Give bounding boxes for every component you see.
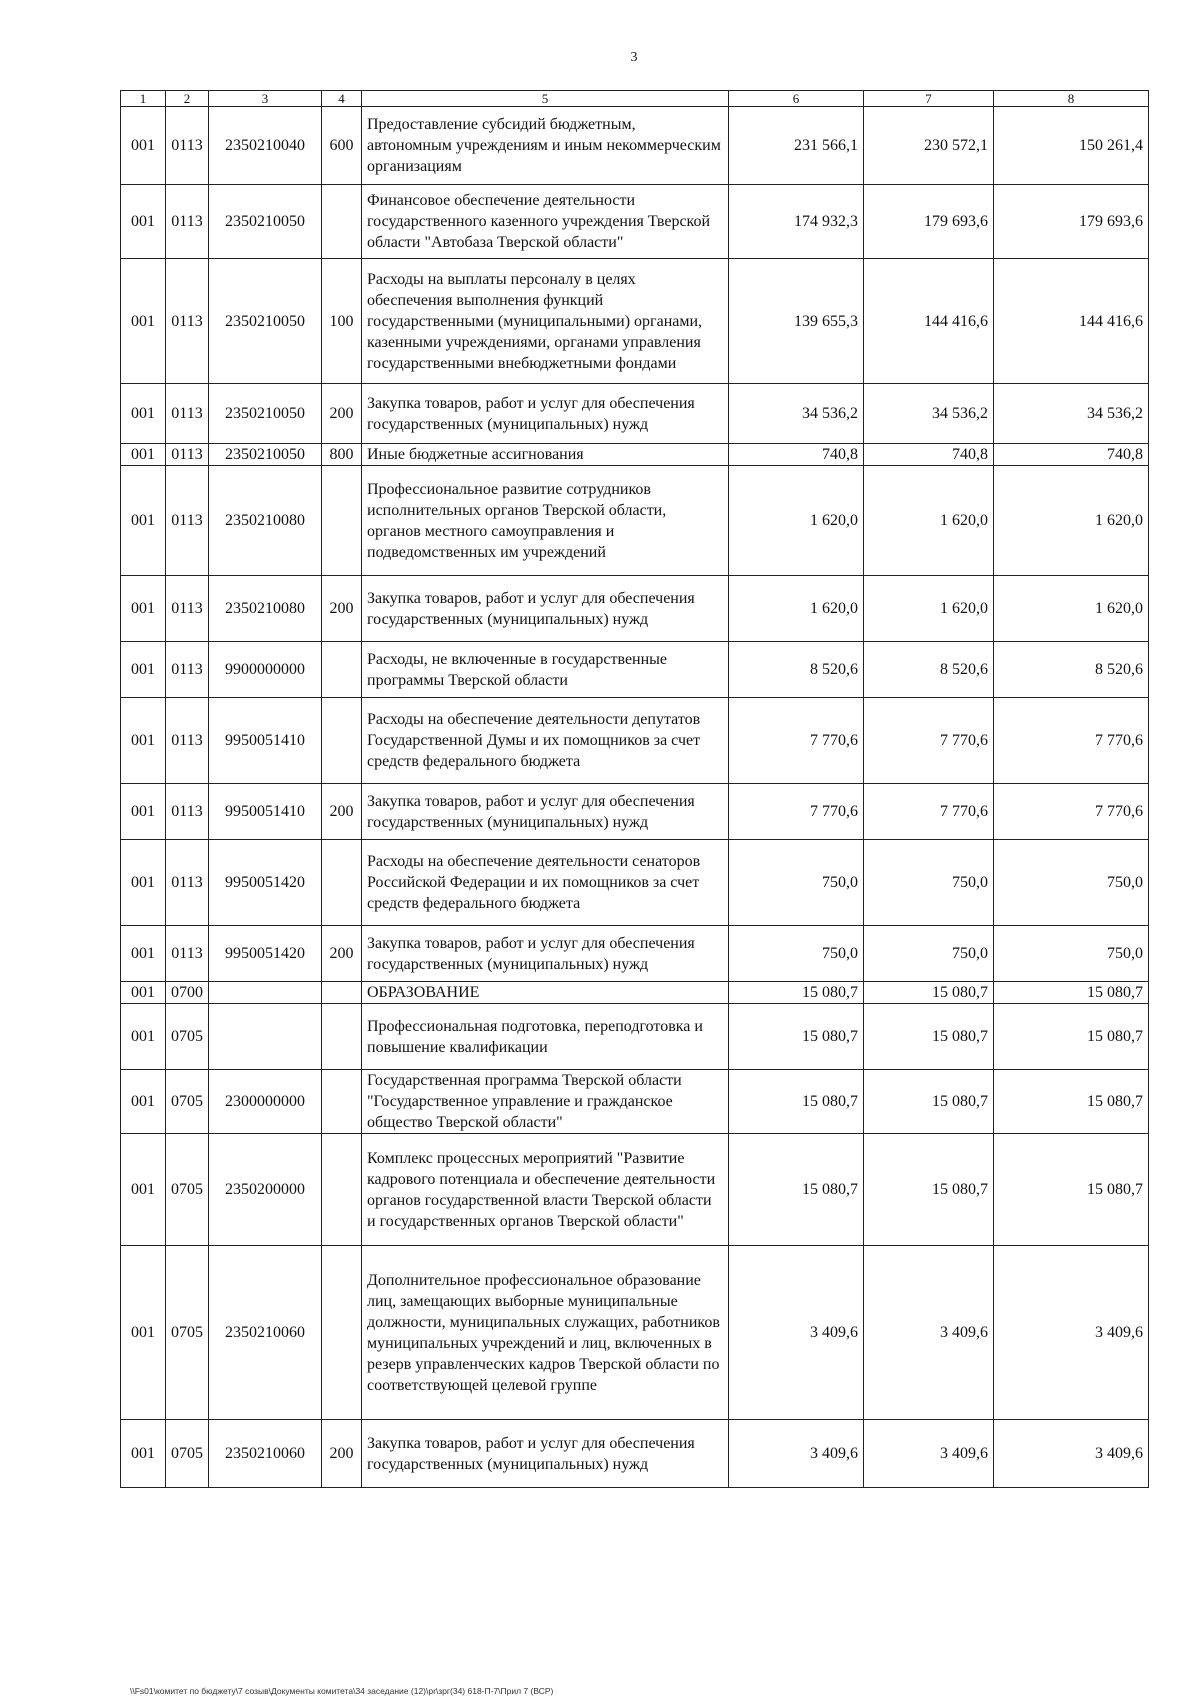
cell-col-5: Профессиональное развитие сотрудников исполнительных органов Тверской области, органов местного самоуправления и подведомственных им учреждений <box>362 466 729 576</box>
cell-col-5: Комплекс процессных мероприятий "Развитие кадрового потенциала и обеспечение деятельности органов государственной власти Тверской области и государственных органов Тверской области" <box>362 1134 729 1246</box>
cell-col-4: 600 <box>322 107 362 185</box>
cell-col-1: 001 <box>121 259 166 384</box>
table-row <box>121 642 1149 698</box>
cell-col-6: 1 620,0 <box>729 576 864 642</box>
cell-col-7: 15 080,7 <box>864 1070 994 1134</box>
table-row <box>121 1420 1149 1488</box>
table-row <box>121 926 1149 982</box>
cell-col-7: 8 520,6 <box>864 642 994 698</box>
cell-col-5: Закупка товаров, работ и услуг для обеспечения государственных (муниципальных) нужд <box>362 1420 729 1488</box>
table-row <box>121 185 1149 259</box>
cell-col-8: 3 409,6 <box>994 1246 1149 1420</box>
cell-col-2: 0700 <box>166 982 209 1004</box>
cell-col-7: 740,8 <box>864 444 994 466</box>
cell-col-6: 15 080,7 <box>729 982 864 1004</box>
cell-col-4 <box>322 698 362 784</box>
cell-col-1: 001 <box>121 982 166 1004</box>
column-header: 6 <box>729 91 864 107</box>
table-row <box>121 784 1149 840</box>
cell-col-8: 15 080,7 <box>994 1070 1149 1134</box>
table-row <box>121 840 1149 926</box>
cell-col-3 <box>209 982 322 1004</box>
cell-col-2: 0705 <box>166 1246 209 1420</box>
cell-col-2: 0113 <box>166 466 209 576</box>
column-header: 4 <box>322 91 362 107</box>
cell-col-4: 200 <box>322 384 362 444</box>
cell-col-4 <box>322 642 362 698</box>
cell-col-5: Профессиональная подготовка, переподготовка и повышение квалификации <box>362 1004 729 1070</box>
cell-col-2: 0113 <box>166 259 209 384</box>
cell-col-1: 001 <box>121 444 166 466</box>
cell-col-7: 15 080,7 <box>864 1004 994 1070</box>
cell-col-3: 9950051410 <box>209 784 322 840</box>
cell-col-2: 0113 <box>166 840 209 926</box>
cell-col-3: 2350210080 <box>209 576 322 642</box>
cell-col-1: 001 <box>121 784 166 840</box>
cell-col-3: 2350200000 <box>209 1134 322 1246</box>
cell-col-8: 15 080,7 <box>994 1004 1149 1070</box>
cell-col-1: 001 <box>121 1004 166 1070</box>
cell-col-1: 001 <box>121 926 166 982</box>
cell-col-3: 2350210060 <box>209 1420 322 1488</box>
column-header: 1 <box>121 91 166 107</box>
cell-col-1: 001 <box>121 840 166 926</box>
cell-col-6: 139 655,3 <box>729 259 864 384</box>
cell-col-5: Расходы на обеспечение деятельности депутатов Государственной Думы и их помощников за счет средств федерального бюджета <box>362 698 729 784</box>
cell-col-4: 100 <box>322 259 362 384</box>
cell-col-1: 001 <box>121 698 166 784</box>
cell-col-2: 0113 <box>166 185 209 259</box>
cell-col-6: 174 932,3 <box>729 185 864 259</box>
cell-col-7: 144 416,6 <box>864 259 994 384</box>
cell-col-8: 144 416,6 <box>994 259 1149 384</box>
cell-col-7: 230 572,1 <box>864 107 994 185</box>
cell-col-5: Закупка товаров, работ и услуг для обеспечения государственных (муниципальных) нужд <box>362 576 729 642</box>
cell-col-8: 150 261,4 <box>994 107 1149 185</box>
cell-col-4 <box>322 466 362 576</box>
table-row <box>121 698 1149 784</box>
table-row <box>121 982 1149 1004</box>
cell-col-1: 001 <box>121 1246 166 1420</box>
cell-col-5: Иные бюджетные ассигнования <box>362 444 729 466</box>
table-row <box>121 466 1149 576</box>
cell-col-4 <box>322 1134 362 1246</box>
cell-col-2: 0705 <box>166 1004 209 1070</box>
cell-col-1: 001 <box>121 107 166 185</box>
cell-col-1: 001 <box>121 1420 166 1488</box>
cell-col-6: 7 770,6 <box>729 698 864 784</box>
cell-col-7: 750,0 <box>864 840 994 926</box>
cell-col-7: 7 770,6 <box>864 698 994 784</box>
cell-col-5: Закупка товаров, работ и услуг для обеспечения государственных (муниципальных) нужд <box>362 384 729 444</box>
cell-col-3: 2350210050 <box>209 259 322 384</box>
cell-col-4 <box>322 840 362 926</box>
table-row <box>121 259 1149 384</box>
cell-col-4 <box>322 982 362 1004</box>
cell-col-6: 750,0 <box>729 840 864 926</box>
cell-col-3: 9950051410 <box>209 698 322 784</box>
cell-col-2: 0705 <box>166 1070 209 1134</box>
budget-table <box>120 90 1149 1488</box>
cell-col-8: 7 770,6 <box>994 698 1149 784</box>
table-row <box>121 1004 1149 1070</box>
cell-col-1: 001 <box>121 1070 166 1134</box>
cell-col-3: 2350210050 <box>209 384 322 444</box>
cell-col-4: 200 <box>322 576 362 642</box>
table-row <box>121 1070 1149 1134</box>
table-body <box>121 107 1149 1488</box>
cell-col-3: 2350210080 <box>209 466 322 576</box>
table-row <box>121 1246 1149 1420</box>
cell-col-7: 15 080,7 <box>864 1134 994 1246</box>
cell-col-5: Дополнительное профессиональное образование лиц, замещающих выборные муниципальные должности, муниципальных служащих, работников муниципальных учреждений и лиц, включенных в резерв управленческих кадров Тверской области по соответствующей целевой группе <box>362 1246 729 1420</box>
cell-col-2: 0113 <box>166 444 209 466</box>
cell-col-8: 740,8 <box>994 444 1149 466</box>
cell-col-8: 15 080,7 <box>994 982 1149 1004</box>
column-header: 7 <box>864 91 994 107</box>
cell-col-4: 200 <box>322 1420 362 1488</box>
cell-col-8: 1 620,0 <box>994 466 1149 576</box>
cell-col-2: 0705 <box>166 1134 209 1246</box>
cell-col-8: 8 520,6 <box>994 642 1149 698</box>
table-row <box>121 1134 1149 1246</box>
cell-col-7: 7 770,6 <box>864 784 994 840</box>
cell-col-1: 001 <box>121 466 166 576</box>
cell-col-5: Финансовое обеспечение деятельности государственного казенного учреждения Тверской области "Автобаза Тверской области" <box>362 185 729 259</box>
cell-col-3: 2300000000 <box>209 1070 322 1134</box>
cell-col-6: 15 080,7 <box>729 1070 864 1134</box>
cell-col-4 <box>322 1004 362 1070</box>
cell-col-8: 15 080,7 <box>994 1134 1149 1246</box>
column-header: 5 <box>362 91 729 107</box>
cell-col-2: 0113 <box>166 384 209 444</box>
cell-col-6: 15 080,7 <box>729 1004 864 1070</box>
cell-col-8: 3 409,6 <box>994 1420 1149 1488</box>
cell-col-8: 34 536,2 <box>994 384 1149 444</box>
cell-col-5: Расходы, не включенные в государственные программы Тверской области <box>362 642 729 698</box>
cell-col-2: 0705 <box>166 1420 209 1488</box>
cell-col-3: 2350210060 <box>209 1246 322 1420</box>
cell-col-3 <box>209 1004 322 1070</box>
cell-col-5: Расходы на выплаты персоналу в целях обеспечения выполнения функций государственными (муниципальными) органами, казенными учреждениями, органами управления государственными внебюджетными фондами <box>362 259 729 384</box>
cell-col-1: 001 <box>121 384 166 444</box>
cell-col-6: 750,0 <box>729 926 864 982</box>
cell-col-1: 001 <box>121 185 166 259</box>
cell-col-7: 15 080,7 <box>864 982 994 1004</box>
cell-col-2: 0113 <box>166 926 209 982</box>
cell-col-5: Предоставление субсидий бюджетным, автономным учреждениям и иным некоммерческим организациям <box>362 107 729 185</box>
cell-col-6: 3 409,6 <box>729 1420 864 1488</box>
cell-col-5: ОБРАЗОВАНИЕ <box>362 982 729 1004</box>
table-row <box>121 384 1149 444</box>
page-number: 3 <box>630 50 638 65</box>
cell-col-3: 2350210050 <box>209 444 322 466</box>
cell-col-8: 179 693,6 <box>994 185 1149 259</box>
cell-col-3: 2350210040 <box>209 107 322 185</box>
cell-col-7: 34 536,2 <box>864 384 994 444</box>
cell-col-7: 179 693,6 <box>864 185 994 259</box>
cell-col-4 <box>322 1070 362 1134</box>
cell-col-5: Государственная программа Тверской области "Государственное управление и гражданское общество Тверской области" <box>362 1070 729 1134</box>
cell-col-4: 200 <box>322 784 362 840</box>
cell-col-8: 1 620,0 <box>994 576 1149 642</box>
cell-col-3: 9950051420 <box>209 926 322 982</box>
cell-col-3: 9950051420 <box>209 840 322 926</box>
column-header: 2 <box>166 91 209 107</box>
column-header: 8 <box>994 91 1149 107</box>
cell-col-3: 9900000000 <box>209 642 322 698</box>
table-row <box>121 444 1149 466</box>
cell-col-7: 1 620,0 <box>864 576 994 642</box>
cell-col-1: 001 <box>121 642 166 698</box>
column-header: 3 <box>209 91 322 107</box>
cell-col-8: 750,0 <box>994 840 1149 926</box>
cell-col-7: 1 620,0 <box>864 466 994 576</box>
cell-col-1: 001 <box>121 576 166 642</box>
table-row <box>121 576 1149 642</box>
cell-col-2: 0113 <box>166 576 209 642</box>
cell-col-2: 0113 <box>166 698 209 784</box>
cell-col-2: 0113 <box>166 642 209 698</box>
cell-col-6: 15 080,7 <box>729 1134 864 1246</box>
cell-col-6: 1 620,0 <box>729 466 864 576</box>
cell-col-6: 8 520,6 <box>729 642 864 698</box>
footer-file-path: \\Fs01\комитет по бюджету\7 созыв\Документы комитета\34 заседание (12)\pr\зрг(34) 618-П-7\Прил 7 (ВСР) <box>130 1686 554 1696</box>
cell-col-4: 800 <box>322 444 362 466</box>
cell-col-6: 34 536,2 <box>729 384 864 444</box>
cell-col-1: 001 <box>121 1134 166 1246</box>
cell-col-8: 7 770,6 <box>994 784 1149 840</box>
cell-col-5: Расходы на обеспечение деятельности сенаторов Российской Федерации и их помощников за счет средств федерального бюджета <box>362 840 729 926</box>
cell-col-7: 3 409,6 <box>864 1246 994 1420</box>
cell-col-7: 750,0 <box>864 926 994 982</box>
cell-col-7: 3 409,6 <box>864 1420 994 1488</box>
cell-col-2: 0113 <box>166 784 209 840</box>
cell-col-4 <box>322 1246 362 1420</box>
cell-col-6: 7 770,6 <box>729 784 864 840</box>
cell-col-2: 0113 <box>166 107 209 185</box>
cell-col-6: 740,8 <box>729 444 864 466</box>
column-number-row <box>121 91 1149 107</box>
table-row <box>121 107 1149 185</box>
cell-col-3: 2350210050 <box>209 185 322 259</box>
cell-col-6: 231 566,1 <box>729 107 864 185</box>
cell-col-4: 200 <box>322 926 362 982</box>
cell-col-5: Закупка товаров, работ и услуг для обеспечения государственных (муниципальных) нужд <box>362 784 729 840</box>
cell-col-6: 3 409,6 <box>729 1246 864 1420</box>
cell-col-5: Закупка товаров, работ и услуг для обеспечения государственных (муниципальных) нужд <box>362 926 729 982</box>
cell-col-4 <box>322 185 362 259</box>
cell-col-8: 750,0 <box>994 926 1149 982</box>
